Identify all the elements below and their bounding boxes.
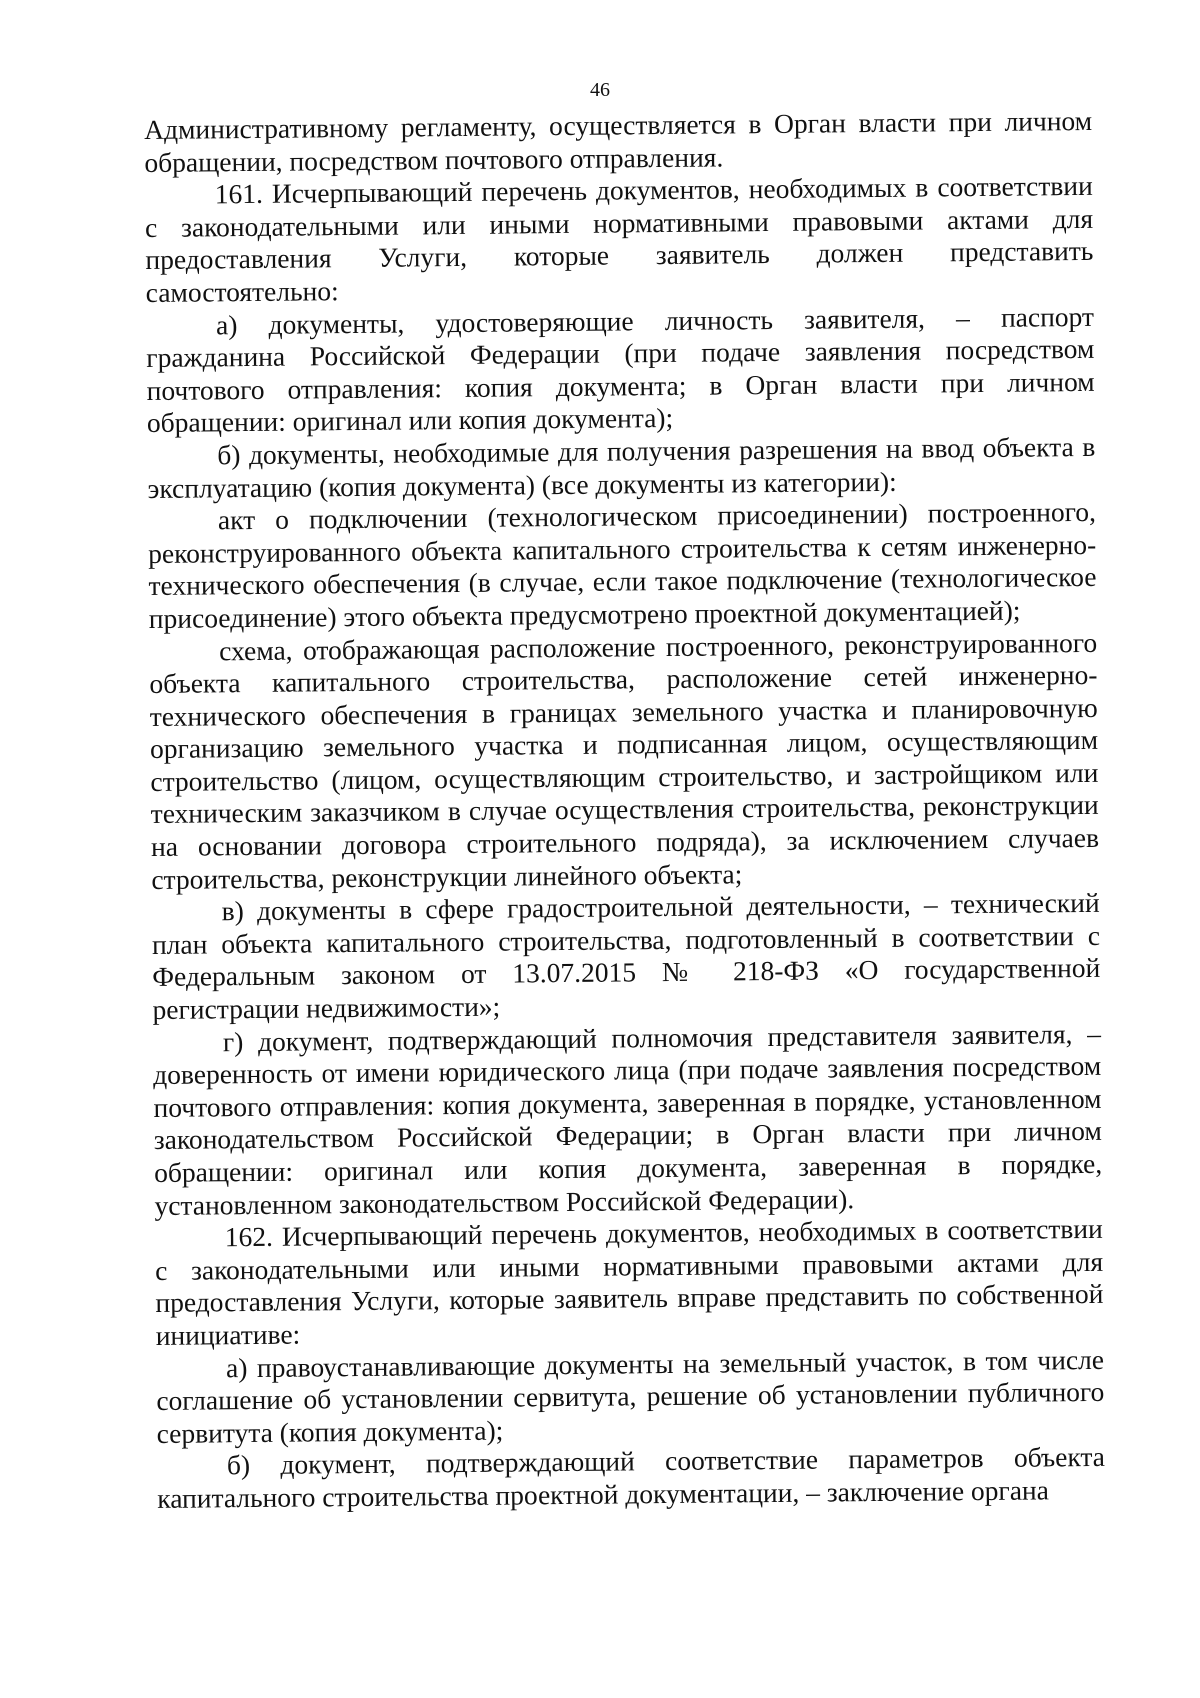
paragraph-161: 161. Исчерпывающий перечень документов, необходимых в соответствии с законодательными или иными нормативными правовыми актами для предоставления Услуги, которые заявитель должен представить самостоятельно: bbox=[144, 170, 1094, 308]
paragraph-161-b-act: акт о подключении (технологическом присоединении) построенного, реконструированного объекта капитального строительства к сетям инженерно-технического обеспечения (в случае, если такое подключение (технологическое присоединение) этого объекта предусмотрено проектной документацией); bbox=[148, 496, 1097, 634]
paragraph-161-g: г) документ, подтверждающий полномочия представителя заявителя, – доверенность от имени юридического лица (при подаче заявления посредством почтового отправления: копия документа, заверенная в порядке, установленном законодательством Российской Федерации; в Орган власти при личном обращении: оригинал или копия документа, заверенная в порядке, установленном законодательством Российской Федерации). bbox=[153, 1017, 1103, 1221]
paragraph-161-v: в) документы в сфере градостроительной деятельности, – технический план объекта капитального строительства, подготовленный в соответствии с Федеральным законом от 13.07.2015 № 218-ФЗ «О государственной регистрации недвижимости»; bbox=[151, 887, 1101, 1025]
paragraph-161-b: б) документы, необходимые для получения разрешения на ввод объекта в эксплуатацию (копия документа) (все документы из категории): bbox=[147, 430, 1096, 504]
paragraph-161-b-scheme: схема, отображающая расположение построенного, реконструированного объекта капитального строительства, расположение сетей инженерно-технического обеспечения в границах земельного участка и планировочную организацию земельного участка и подписанная лицом, осуществляющим строительство (лицом, осуществляющим строительство, и застройщиком или техническим заказчиком в случае осуществления строительства, реконструкции на основании договора строительного подряда), за исключением случаев строительства, реконструкции линейного объекта; bbox=[149, 626, 1100, 895]
document-body bbox=[144, 105, 1105, 1516]
paragraph-162: 162. Исчерпывающий перечень документов, необходимых в соответствии с законодательными или иными нормативными правовыми актами для предоставления Услуги, которые заявитель вправе представить по собственной инициативе: bbox=[154, 1213, 1104, 1351]
paragraph-continuation: Административному регламенту, осуществляется в Орган власти при личном обращении, посредством почтового отправления. bbox=[144, 104, 1093, 178]
page-number: 46 bbox=[590, 79, 610, 101]
paragraph-162-a: а) правоустанавливающие документы на земельный участок, в том числе соглашение об установлении сервитута, решение об установлении публичного сервитута (копия документа); bbox=[156, 1343, 1105, 1449]
paragraph-162-b: б) документ, подтверждающий соответствие параметров объекта капитального строительства проектной документации, – заключение органа bbox=[157, 1441, 1106, 1514]
paragraph-161-a: а) документы, удостоверяющие личность заявителя, – паспорт гражданина Российской Федерации (при подаче заявления посредством почтового отправления: копия документа; в Орган власти при личном обращении: оригинал или копия документа); bbox=[146, 300, 1095, 439]
